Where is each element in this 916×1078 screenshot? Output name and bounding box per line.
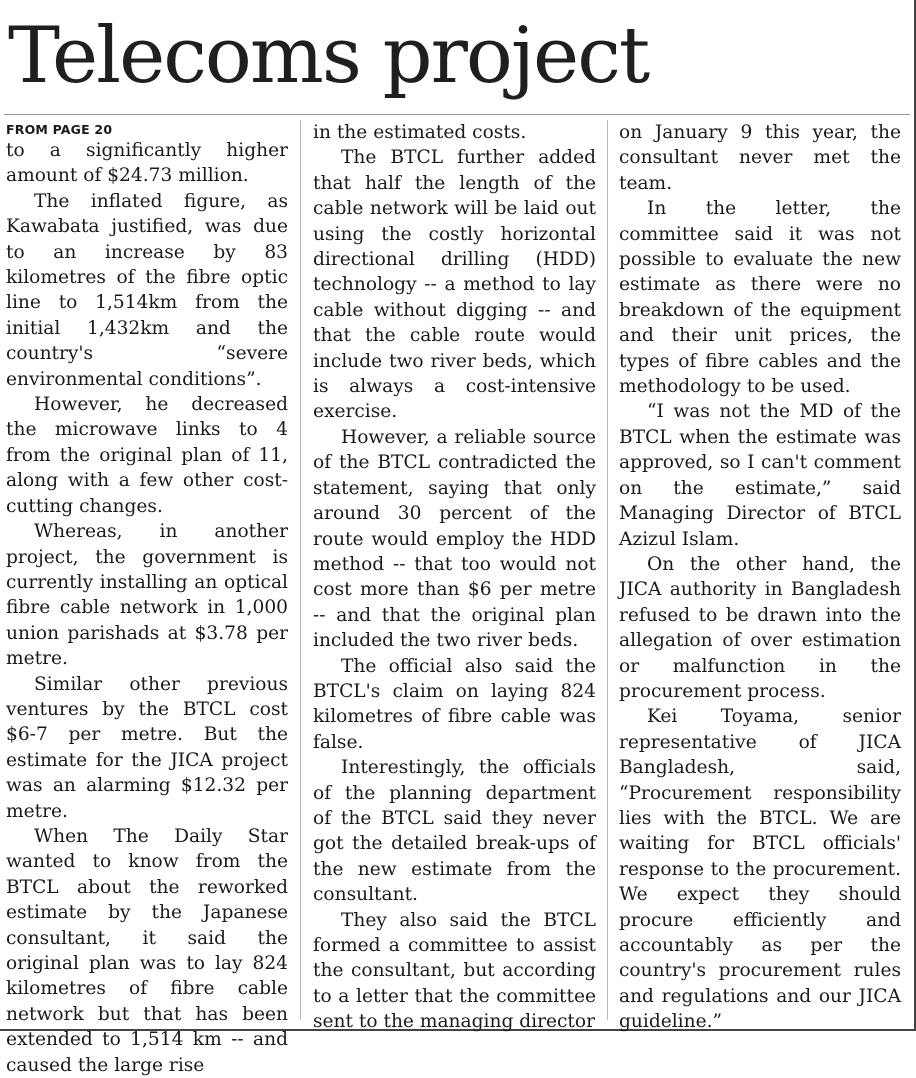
article-column-3: [619, 120, 901, 1033]
headline-rule: [4, 114, 910, 115]
headline: Telecoms project: [8, 11, 649, 101]
paragraph: Interestingly, the officials of the planning department of the BTCL said they never got the detailed break-ups of the new estimate from the consultant.: [313, 757, 596, 906]
paragraph: In the letter, the committee said it was not possible to evaluate the new estimate as there were no breakdown of the equipment and their unit prices, the types of fibre cables and the methodology to be used.: [619, 198, 901, 398]
paragraph: Similar other previous ventures by the BTCL cost $6-7 per metre. But the estimate for the JICA project was an alarming $12.32 per metre.: [6, 673, 288, 822]
article-column-1: [6, 120, 288, 1076]
paragraph: to a significantly higher amount of $24.73 million.: [6, 140, 288, 187]
paragraph: in the estimated costs.: [313, 122, 527, 143]
paragraph: However, he decreased the microwave links to 4 from the original plan of 11, along with a few other cost-cutting changes.: [6, 394, 288, 517]
paragraph: However, a reliable source of the BTCL contradicted the statement, saying that only around 30 percent of the route would employ the HDD method -- that too would not cost more than $6 per metre -- and that the original plan included the two river beds.: [313, 426, 596, 652]
paragraph: “I was not the MD of the BTCL when the estimate was approved, so I can't comment on the estimate,” said Managing Director of BTCL Azizul Islam.: [619, 401, 901, 550]
column-divider: [300, 120, 301, 1020]
paragraph: on January 9 this year, the consultant never met the team.: [619, 122, 901, 194]
article-column-2: [313, 120, 596, 1033]
paragraph: The BTCL further added that half the length of the cable network will be laid out using the costly horizontal directional drilling (HDD) technology -- a method to lay cable without digging -- and that the cable route would include two river beds, which is always a cost-intensive exercise.: [313, 147, 596, 423]
paragraph: The official also said the BTCL's claim on laying 824 kilometres of fibre cable was false.: [313, 655, 596, 753]
paragraph: The inflated figure, as Kawabata justified, was due to an increase by 83 kilometres of the fibre optic line to 1,514km from the initial 1,432km and the country's “severe environmental conditions”.: [6, 190, 288, 390]
paragraph: On the other hand, the JICA authority in Bangladesh refused to be drawn into the allegation of over estimation or malfunction in the procurement process.: [619, 553, 901, 702]
paragraph: Whereas, in another project, the government is currently installing an optical fibre cable network in 1,000 union parishads at $3.78 per metre.: [6, 521, 288, 670]
paragraph: They also said the BTCL formed a committee to assist the consultant, but according to a letter that the committee sent to the managing director: [313, 909, 596, 1033]
paragraph: When The Daily Star wanted to know from the BTCL about the reworked estimate by the Japanese consultant, it said the original plan was to lay 824 kilometres of fibre cable network but that has been extended to 1,514 km -- and caused the large rise: [6, 825, 288, 1076]
column-divider: [607, 120, 608, 1020]
paragraph: Kei Toyama, senior representative of JICA Bangladesh, said, “Procurement responsibility lies with the BTCL. We are waiting for BTCL officials' response to the procurement. We expect they should procure efficiently and accountably as per the country's procurement rules and regulations and our JICA guideline.”: [619, 706, 901, 1033]
continued-from-kicker: FROM PAGE 20: [6, 122, 113, 137]
